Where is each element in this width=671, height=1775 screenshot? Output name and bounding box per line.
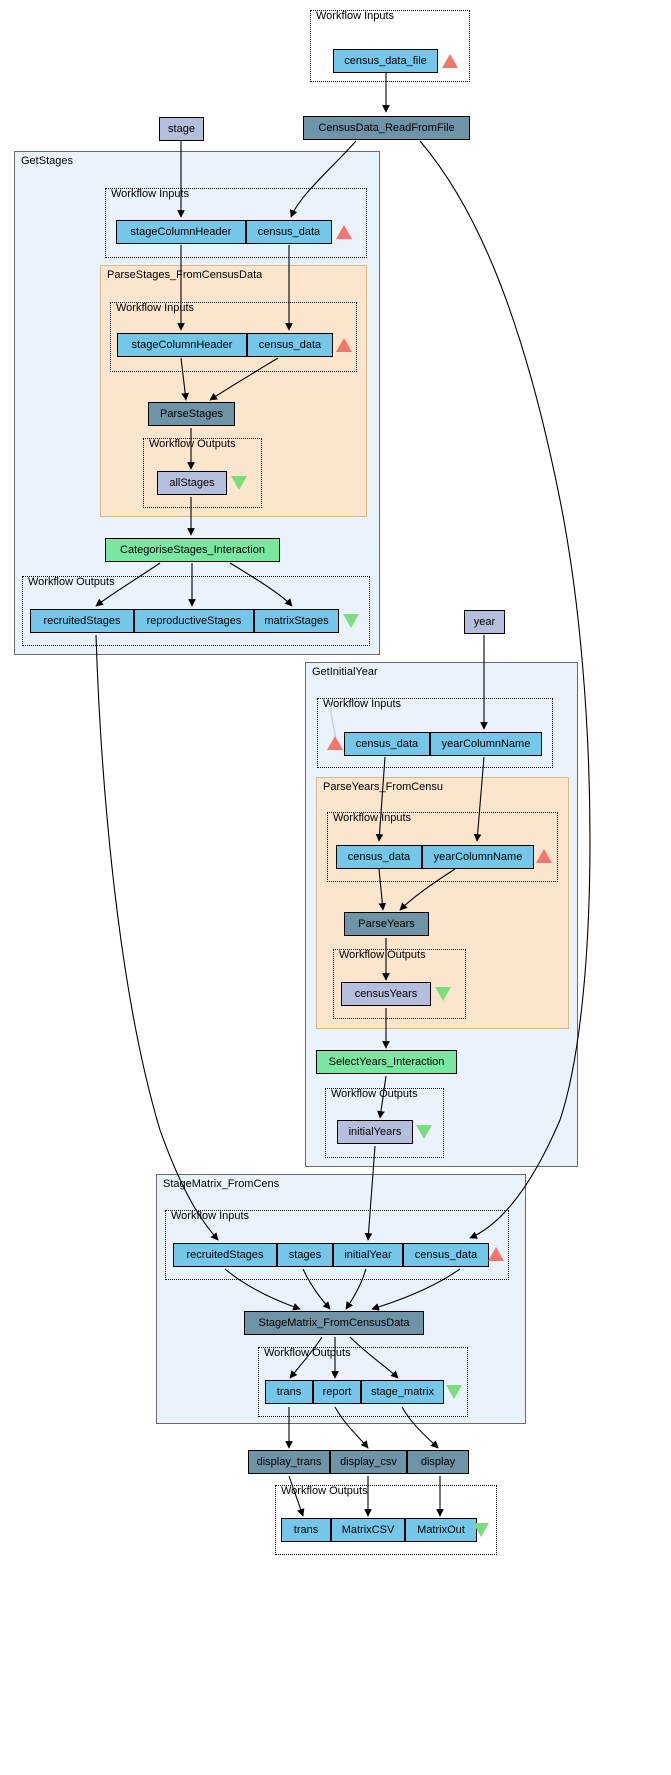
output-arrow-icon: [446, 1385, 462, 1399]
node-getinitialyear-census-data[interactable]: [344, 732, 430, 756]
node-label: stageColumnHeader: [130, 225, 232, 238]
node-getstages-stagecolumnheader[interactable]: [116, 220, 246, 244]
node-label: stageColumnHeader: [131, 338, 233, 351]
node-label: census_data: [414, 1248, 478, 1261]
node-parseyears[interactable]: [344, 912, 429, 936]
node-label: yearColumnName: [433, 850, 523, 863]
node-out-stage-matrix[interactable]: [361, 1380, 444, 1404]
node-display[interactable]: [407, 1450, 469, 1474]
node-label: report: [322, 1385, 352, 1398]
node-year[interactable]: [464, 610, 505, 634]
node-categorisestages-interaction[interactable]: [105, 538, 280, 562]
node-censusdata-readfromfile[interactable]: [303, 116, 470, 140]
node-label: censusYears: [354, 987, 418, 1000]
node-label: ParseYears: [358, 917, 415, 930]
node-label: display_csv: [340, 1455, 397, 1468]
node-stagematrix-initialyear[interactable]: [333, 1243, 403, 1267]
node-label: year: [473, 615, 496, 628]
node-label: display: [420, 1455, 456, 1468]
group-label: Workflow Inputs: [333, 812, 412, 824]
group-label: Workflow Outputs: [149, 438, 236, 450]
node-label: allStages: [169, 476, 215, 489]
node-label: recruitedStages: [43, 614, 121, 627]
group-label: Workflow Outputs: [281, 1485, 368, 1497]
node-out-trans[interactable]: [265, 1380, 313, 1404]
node-stagematrix-recruitedstages[interactable]: [173, 1243, 277, 1267]
node-label: census_data: [258, 338, 322, 351]
input-arrow-icon: [536, 849, 552, 863]
group-label: ParseYears_FromCensu: [323, 781, 444, 793]
node-label: stage: [168, 122, 195, 135]
group-label: Workflow Outputs: [28, 576, 115, 588]
node-parsestages[interactable]: [148, 402, 235, 426]
group-label: GetStages: [21, 155, 73, 167]
node-getinitialyear-yearcolumnname[interactable]: [430, 732, 542, 756]
output-arrow-icon: [416, 1125, 432, 1139]
node-stagematrix-census-data[interactable]: [403, 1243, 489, 1267]
node-label: StageMatrix_FromCensusData: [258, 1316, 410, 1329]
node-label: census_data_file: [344, 54, 427, 67]
node-label: recruitedStages: [186, 1248, 264, 1261]
node-label: census_data: [347, 850, 411, 863]
node-label: stages: [288, 1248, 322, 1261]
node-label: census_data: [257, 225, 321, 238]
input-arrow-icon: [327, 736, 343, 750]
node-selectyears-interaction[interactable]: [316, 1050, 457, 1074]
node-out-reproductivestages[interactable]: [134, 609, 254, 633]
node-stage[interactable]: [159, 117, 204, 141]
node-label: MatrixOut: [417, 1523, 465, 1536]
input-arrow-icon: [336, 338, 352, 352]
node-censusyears[interactable]: [341, 982, 431, 1006]
group-label: Workflow Inputs: [111, 188, 190, 200]
node-label: matrixStages: [264, 614, 329, 627]
node-display-trans[interactable]: [248, 1450, 330, 1474]
group-label: ParseStages_FromCensusData: [107, 269, 263, 281]
node-final-matrixcsv[interactable]: [331, 1518, 405, 1542]
node-stagematrix-stages[interactable]: [277, 1243, 333, 1267]
group-label: Workflow Outputs: [339, 949, 426, 961]
node-label: trans: [276, 1385, 302, 1398]
node-label: CensusData_ReadFromFile: [318, 121, 455, 134]
node-label: trans: [293, 1523, 319, 1536]
node-label: MatrixCSV: [341, 1523, 395, 1536]
node-parsestages-census-data[interactable]: [247, 333, 333, 357]
node-label: CategoriseStages_Interaction: [120, 543, 265, 556]
node-initialyears[interactable]: [337, 1120, 413, 1144]
node-parsestages-stagecolumnheader[interactable]: [117, 333, 247, 357]
input-arrow-icon: [442, 54, 458, 68]
node-label: initialYears: [348, 1125, 402, 1138]
node-label: stage_matrix: [371, 1385, 434, 1398]
node-label: yearColumnName: [441, 737, 531, 750]
node-label: ParseStages: [160, 407, 223, 420]
group-label: StageMatrix_FromCens: [163, 1178, 280, 1190]
node-display-csv[interactable]: [330, 1450, 407, 1474]
node-parseyears-census-data[interactable]: [336, 845, 422, 869]
node-getstages-census-data[interactable]: [246, 220, 332, 244]
node-final-trans[interactable]: [281, 1518, 331, 1542]
node-label: display_trans: [256, 1455, 322, 1468]
input-arrow-icon: [488, 1247, 504, 1261]
node-out-recruitedstages[interactable]: [30, 609, 134, 633]
node-label: initialYear: [344, 1248, 392, 1261]
node-census-data-file[interactable]: [333, 49, 438, 73]
node-stagematrix-fromcensusdata[interactable]: [244, 1311, 424, 1335]
output-arrow-icon: [231, 476, 247, 490]
output-arrow-icon: [343, 614, 359, 628]
group-label: Workflow Inputs: [316, 10, 395, 22]
node-label: census_data: [355, 737, 419, 750]
node-out-matrixstages[interactable]: [254, 609, 339, 633]
node-parseyears-yearcolumnname[interactable]: [422, 845, 534, 869]
input-arrow-icon: [336, 225, 352, 239]
group-label: Workflow Outputs: [264, 1347, 351, 1359]
node-label: SelectYears_Interaction: [328, 1055, 445, 1068]
node-out-report[interactable]: [313, 1380, 361, 1404]
output-arrow-icon: [435, 987, 451, 1001]
group-label: Workflow Inputs: [323, 698, 402, 710]
group-label: Workflow Outputs: [331, 1088, 418, 1100]
group-label: Workflow Inputs: [116, 302, 195, 314]
group-label: Workflow Inputs: [171, 1210, 250, 1222]
output-arrow-icon: [473, 1523, 489, 1537]
node-label: reproductiveStages: [146, 614, 242, 627]
group-label: GetInitialYear: [312, 666, 378, 678]
node-final-matrixout[interactable]: [405, 1518, 477, 1542]
node-allstages[interactable]: [157, 471, 227, 495]
